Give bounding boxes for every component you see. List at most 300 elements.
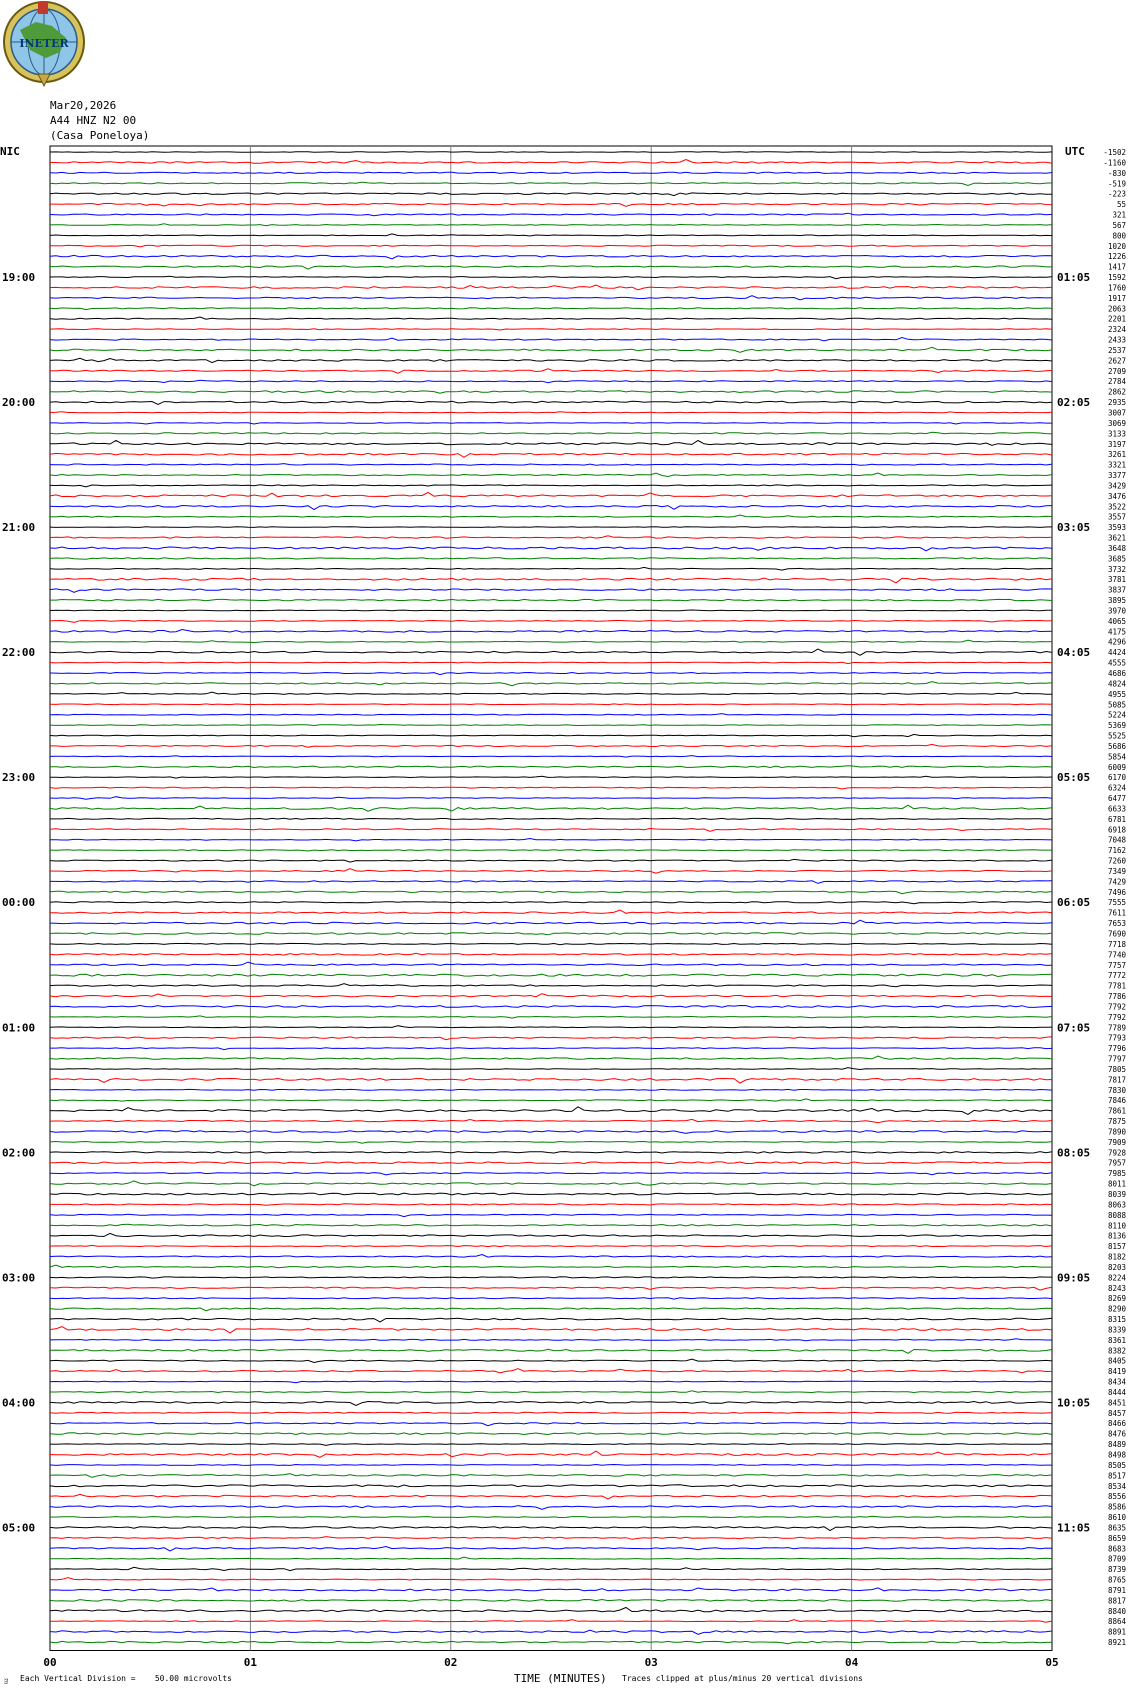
trace-line (50, 1107, 1052, 1115)
trace-line (50, 401, 1052, 404)
trace-value-label: 8088 (1107, 1210, 1126, 1220)
trace-line (50, 1152, 1052, 1154)
trace-value-label: 8709 (1107, 1554, 1126, 1564)
trace-line (50, 797, 1052, 800)
trace-value-label: 8419 (1107, 1367, 1126, 1377)
trace-line (50, 224, 1052, 226)
x-axis-label: TIME (MINUTES) (514, 1672, 607, 1685)
trace-value-label: 2935 (1107, 398, 1126, 408)
trace-value-label: 7718 (1107, 939, 1126, 949)
trace-value-label: 8466 (1107, 1419, 1126, 1429)
trace-line (50, 160, 1052, 164)
scale-note: Each Vertical Division = 50.00 microvolts (20, 1674, 232, 1683)
trace-line (50, 704, 1052, 705)
trace-line (50, 1547, 1052, 1551)
trace-value-label: 8339 (1107, 1325, 1126, 1335)
trace-value-label: 7048 (1107, 835, 1126, 845)
trace-line (50, 193, 1052, 196)
trace-line (50, 1381, 1052, 1383)
station-label: A44 HNZ N2 00 (50, 114, 137, 127)
trace-line (50, 255, 1052, 258)
trace-line (50, 725, 1052, 726)
trace-value-label: 3732 (1107, 564, 1126, 574)
trace-line (50, 1224, 1052, 1226)
trace-value-label: 5085 (1107, 700, 1126, 710)
trace-line (50, 440, 1052, 445)
trace-value-label: 7496 (1107, 887, 1126, 897)
trace-line (50, 881, 1052, 884)
trace-line (50, 621, 1052, 623)
trace-value-label: 3321 (1107, 460, 1126, 470)
trace-line (50, 1527, 1052, 1531)
left-timezone: NIC (0, 145, 20, 158)
trace-line (50, 1233, 1052, 1236)
trace-line (50, 902, 1052, 904)
trace-value-label: 8505 (1107, 1460, 1126, 1470)
trace-value-label: 8405 (1107, 1356, 1126, 1366)
trace-line (50, 1423, 1052, 1426)
trace-line (50, 953, 1052, 955)
trace-value-label: 321 (1112, 210, 1126, 220)
trace-value-label: 7875 (1107, 1117, 1126, 1127)
trace-line (50, 850, 1052, 851)
trace-line (50, 1016, 1052, 1018)
trace-line (50, 1588, 1052, 1591)
trace-line (50, 1567, 1052, 1570)
trace-value-label: 8063 (1107, 1200, 1126, 1210)
trace-line (50, 493, 1052, 497)
left-hour-label: 20:00 (2, 396, 36, 410)
trace-line (50, 920, 1052, 924)
trace-line (50, 756, 1052, 758)
trace-line (50, 662, 1052, 664)
trace-line (50, 1193, 1052, 1195)
left-hour-label: 19:00 (2, 271, 36, 284)
trace-line (50, 1245, 1052, 1246)
trace-value-label: 8534 (1107, 1481, 1126, 1491)
trace-value-label: 8203 (1107, 1262, 1126, 1272)
trace-line (50, 317, 1052, 319)
trace-line (50, 1349, 1052, 1353)
trace-value-label: 2627 (1107, 356, 1126, 366)
trace-line (50, 536, 1052, 538)
trace-line (50, 1444, 1052, 1446)
trace-value-label: 3476 (1107, 491, 1126, 501)
trace-value-label: 1226 (1107, 252, 1126, 262)
trace-value-label: 4955 (1107, 689, 1126, 699)
trace-line (50, 630, 1052, 633)
left-hour-label: 05:00 (2, 1521, 36, 1535)
trace-value-label: 6918 (1107, 825, 1126, 835)
trace-line (50, 453, 1052, 457)
trace-value-label: 4296 (1107, 637, 1126, 647)
trace-value-label: 3007 (1107, 408, 1126, 418)
trace-line (50, 673, 1052, 675)
trace-value-label: 3621 (1107, 533, 1126, 543)
trace-line (50, 1339, 1052, 1341)
trace-value-label: 8182 (1107, 1252, 1126, 1262)
left-hour-label: 21:00 (2, 521, 36, 535)
trace-line (50, 1391, 1052, 1393)
trace-line (50, 962, 1052, 965)
trace-line (50, 933, 1052, 935)
trace-value-label: 8556 (1107, 1492, 1126, 1502)
trace-value-label: 8765 (1107, 1575, 1126, 1585)
left-hour-label: 01:00 (2, 1021, 36, 1035)
trace-line (50, 766, 1052, 768)
trace-line (50, 369, 1052, 374)
trace-line (50, 391, 1052, 393)
trace-line (50, 1494, 1052, 1499)
left-hour-label: 23:00 (2, 771, 36, 785)
trace-value-label: 7985 (1107, 1169, 1126, 1179)
trace-value-label: 8586 (1107, 1502, 1126, 1512)
trace-value-label: 7890 (1107, 1127, 1126, 1137)
trace-value-label: 8243 (1107, 1283, 1126, 1293)
trace-value-label: 5854 (1107, 752, 1126, 762)
trace-value-label: -223 (1107, 189, 1126, 199)
trace-line (50, 1516, 1052, 1517)
trace-value-label: 8315 (1107, 1315, 1126, 1324)
right-hour-label: 01:05 (1057, 271, 1091, 284)
trace-line (50, 485, 1052, 487)
left-hour-label: 03:00 (2, 1271, 36, 1285)
trace-line (50, 1600, 1052, 1602)
right-timezone: UTC (1065, 145, 1085, 158)
trace-value-label: 4686 (1107, 669, 1126, 678)
trace-line (50, 1131, 1052, 1134)
trace-value-label: 3895 (1107, 596, 1126, 606)
trace-line (50, 412, 1052, 413)
trace-value-label: 3133 (1107, 429, 1126, 439)
trace-value-label: 6633 (1107, 804, 1126, 814)
trace-value-label: -830 (1107, 168, 1126, 178)
trace-line (50, 1578, 1052, 1580)
trace-value-label: 8110 (1107, 1221, 1126, 1231)
trace-line (50, 464, 1052, 466)
trace-value-label: 1592 (1107, 273, 1126, 282)
trace-value-label: 8817 (1107, 1596, 1126, 1606)
trace-line (50, 567, 1052, 570)
trace-value-label: 2537 (1107, 346, 1126, 355)
trace-value-label: 6477 (1107, 794, 1126, 803)
trace-value-label: 8011 (1107, 1179, 1126, 1189)
trace-value-label: 3261 (1107, 450, 1126, 460)
logo-text: INETER (19, 37, 69, 50)
trace-line (50, 527, 1052, 528)
trace-value-label: 8840 (1107, 1606, 1126, 1616)
trace-value-label: 3685 (1107, 554, 1126, 564)
trace-line (50, 818, 1052, 819)
trace-line (50, 506, 1052, 510)
trace-line (50, 829, 1052, 832)
trace-line (50, 1506, 1052, 1510)
trace-value-label: 1917 (1107, 293, 1126, 303)
trace-value-label: 7846 (1107, 1096, 1126, 1106)
clip-note: Traces clipped at plus/minus 20 vertical divisions (622, 1674, 863, 1683)
trace-value-label: 8791 (1107, 1586, 1126, 1595)
trace-value-label: 8290 (1107, 1304, 1126, 1314)
right-hour-label: 08:05 (1057, 1146, 1091, 1160)
right-hour-label: 05:05 (1057, 771, 1091, 785)
trace-line (50, 423, 1052, 424)
trace-value-label: 7861 (1107, 1106, 1126, 1116)
trace-value-label: 8921 (1107, 1638, 1126, 1648)
right-hour-label: 04:05 (1057, 646, 1091, 660)
trace-value-label: 4555 (1107, 658, 1126, 668)
date-label: Mar20,2026 (50, 99, 117, 112)
right-hour-label: 03:05 (1057, 521, 1091, 535)
trace-value-label: 3377 (1107, 471, 1126, 480)
trace-line (50, 1037, 1052, 1040)
trace-line (50, 1006, 1052, 1008)
x-tick-label: 00 (43, 1656, 57, 1669)
trace-line (50, 984, 1052, 987)
trace-line (50, 610, 1052, 611)
trace-value-label: 7928 (1107, 1148, 1126, 1158)
trace-line (50, 1265, 1052, 1268)
right-hour-label: 02:05 (1057, 396, 1091, 410)
trace-line (50, 1557, 1052, 1559)
trace-line (50, 432, 1052, 434)
trace-value-label: 8136 (1107, 1231, 1126, 1241)
trace-value-label: 4824 (1107, 679, 1126, 689)
trace-value-label: 2784 (1107, 377, 1126, 387)
trace-value-label: 8489 (1107, 1440, 1126, 1450)
trace-line (50, 338, 1052, 341)
trace-value-label: 7772 (1107, 971, 1126, 981)
trace-value-label: 2709 (1107, 366, 1126, 376)
trace-line (50, 329, 1052, 330)
trace-line (50, 172, 1052, 173)
trace-value-label: 7429 (1107, 877, 1126, 887)
trace-line (50, 589, 1052, 592)
trace-line (50, 744, 1052, 747)
plot-frame (50, 146, 1052, 1650)
trace-value-label: 6324 (1107, 783, 1126, 793)
trace-line (50, 640, 1052, 642)
x-tick-label: 01 (243, 1656, 258, 1669)
trace-line (50, 358, 1052, 362)
x-tick-label: 02 (444, 1656, 458, 1669)
trace-line (50, 1079, 1052, 1084)
trace-value-label: 7653 (1107, 919, 1126, 929)
trace-value-label: 8224 (1107, 1273, 1126, 1283)
trace-value-label: 3522 (1107, 502, 1126, 512)
trace-value-label: 800 (1112, 231, 1126, 241)
left-hour-label: 00:00 (2, 896, 36, 910)
trace-line (50, 734, 1052, 736)
trace-value-label: 567 (1112, 220, 1126, 230)
trace-value-label: 5525 (1107, 731, 1126, 741)
trace-line (50, 213, 1052, 216)
trace-value-label: 2324 (1107, 325, 1126, 335)
trace-line (50, 994, 1052, 997)
trace-line (50, 682, 1052, 686)
trace-value-label: 3557 (1107, 512, 1126, 522)
trace-value-label: 8457 (1107, 1408, 1126, 1418)
trace-line (50, 714, 1052, 716)
trace-line (50, 547, 1052, 551)
trace-value-label: -519 (1107, 179, 1126, 189)
trace-line (50, 515, 1052, 517)
trace-value-label: 1020 (1107, 241, 1126, 251)
trace-line (50, 943, 1052, 944)
trace-line (50, 245, 1052, 247)
trace-value-label: 5686 (1107, 741, 1126, 751)
trace-line (50, 910, 1052, 913)
trace-line (50, 234, 1052, 236)
trace-value-label: 7793 (1107, 1033, 1126, 1043)
trace-value-label: 8039 (1107, 1190, 1126, 1199)
trace-value-label: 7797 (1107, 1054, 1126, 1064)
trace-value-label: 2063 (1107, 304, 1126, 314)
trace-line (50, 266, 1052, 269)
trace-value-label: 7786 (1107, 992, 1126, 1001)
trace-value-label: 7796 (1107, 1044, 1126, 1054)
trace-line (50, 1412, 1052, 1413)
trace-value-label: 7817 (1107, 1075, 1126, 1085)
x-tick-label: 04 (844, 1656, 859, 1669)
trace-line (50, 558, 1052, 560)
trace-value-label: 3648 (1107, 544, 1126, 553)
right-hour-label: 09:05 (1057, 1271, 1091, 1285)
trace-value-label: 7757 (1107, 960, 1126, 970)
right-hour-label: 11:05 (1057, 1521, 1091, 1535)
trace-value-label: 7789 (1107, 1023, 1126, 1033)
trace-value-label: 5369 (1107, 721, 1126, 731)
trace-value-label: 7781 (1107, 981, 1126, 991)
site-label: (Casa Poneloya) (50, 129, 150, 142)
trace-line (50, 182, 1052, 185)
trace-value-label: 8864 (1107, 1617, 1126, 1627)
trace-line (50, 1620, 1052, 1623)
left-hour-label: 04:00 (2, 1396, 36, 1410)
trace-line (50, 296, 1052, 300)
trace-value-label: -1160 (1103, 158, 1126, 168)
trace-line (50, 1608, 1052, 1612)
trace-line (50, 1162, 1052, 1164)
trace-line (50, 787, 1052, 789)
trace-value-label: 6009 (1107, 762, 1126, 772)
trace-value-label: 7162 (1107, 846, 1126, 856)
right-hour-label: 07:05 (1057, 1021, 1091, 1035)
trace-line (50, 1068, 1052, 1070)
trace-line (50, 285, 1052, 290)
trace-value-label: 5224 (1107, 710, 1126, 720)
trace-line (50, 1318, 1052, 1322)
trace-line (50, 473, 1052, 477)
trace-line (50, 891, 1052, 894)
trace-value-label: 3593 (1107, 523, 1126, 533)
trace-line (50, 776, 1052, 778)
trace-line (50, 1451, 1052, 1457)
trace-line (50, 1537, 1052, 1540)
trace-value-label: 7830 (1107, 1085, 1126, 1095)
trace-line (50, 805, 1052, 811)
trace-line (50, 1119, 1052, 1122)
trace-value-label: 7740 (1107, 950, 1126, 960)
trace-value-label: 7690 (1107, 929, 1126, 939)
left-hour-label: 02:00 (2, 1146, 36, 1160)
trace-line (50, 1277, 1052, 1278)
trace-line (50, 308, 1052, 310)
trace-value-label: 7957 (1107, 1158, 1126, 1168)
trace-value-label: 2433 (1107, 335, 1126, 345)
trace-line (50, 1298, 1052, 1299)
trace-value-label: 7805 (1107, 1065, 1126, 1074)
trace-line (50, 1026, 1052, 1028)
trace-line (50, 1630, 1052, 1634)
trace-line (50, 347, 1052, 352)
trace-value-label: 8157 (1107, 1242, 1126, 1252)
trace-value-label: 8434 (1107, 1377, 1126, 1387)
trace-value-label: 1760 (1107, 283, 1126, 293)
trace-line (50, 1142, 1052, 1144)
trace-value-label: 8269 (1107, 1294, 1126, 1304)
trace-line (50, 649, 1052, 655)
trace-value-label: 8361 (1107, 1335, 1126, 1345)
trace-value-label: 3970 (1107, 606, 1126, 616)
trace-line (50, 1089, 1052, 1090)
trace-line (50, 839, 1052, 841)
trace-value-label: 8444 (1107, 1388, 1126, 1397)
trace-value-label: 8476 (1107, 1429, 1126, 1439)
trace-value-label: 3837 (1107, 585, 1126, 595)
trace-line (50, 1308, 1052, 1311)
right-hour-label: 06:05 (1057, 896, 1091, 910)
trace-value-label: 8382 (1107, 1346, 1126, 1356)
trace-value-label: 8498 (1107, 1450, 1126, 1460)
trace-value-label: 7260 (1107, 856, 1126, 866)
trace-value-label: 7555 (1107, 898, 1126, 908)
trace-line (50, 380, 1052, 383)
trace-line (50, 692, 1052, 694)
trace-value-label: 3781 (1107, 575, 1126, 585)
trace-value-label: 7909 (1107, 1137, 1126, 1147)
trace-line (50, 974, 1052, 976)
trace-value-label: 8891 (1107, 1627, 1126, 1637)
trace-line (50, 1359, 1052, 1362)
trace-value-label: 3069 (1107, 418, 1126, 428)
trace-line (50, 1056, 1052, 1059)
trace-value-label: 7792 (1107, 1012, 1126, 1022)
trace-line (50, 276, 1052, 278)
trace-line (50, 1214, 1052, 1216)
trace-value-label: 3197 (1107, 439, 1126, 449)
trace-line (50, 599, 1052, 600)
trace-value-label: 3429 (1107, 481, 1126, 491)
trace-line (50, 1327, 1052, 1333)
trace-line (50, 1287, 1052, 1290)
trace-line (50, 1369, 1052, 1373)
left-hour-label: 22:00 (2, 646, 36, 660)
footer-mark: ﾖ (4, 1677, 8, 1686)
trace-line (50, 1181, 1052, 1186)
trace-line (50, 1099, 1052, 1101)
trace-value-label: 8610 (1107, 1513, 1126, 1522)
trace-value-label: 6781 (1107, 814, 1126, 824)
trace-value-label: 8739 (1107, 1565, 1126, 1575)
trace-line (50, 859, 1052, 862)
trace-value-label: 8635 (1107, 1523, 1126, 1533)
trace-value-label: 1417 (1107, 262, 1126, 272)
trace-value-label: 7792 (1107, 1002, 1126, 1012)
trace-line (50, 578, 1052, 583)
trace-value-label: -1502 (1103, 148, 1126, 157)
x-tick-label: 05 (1045, 1656, 1059, 1669)
trace-value-label: 8451 (1107, 1398, 1126, 1408)
